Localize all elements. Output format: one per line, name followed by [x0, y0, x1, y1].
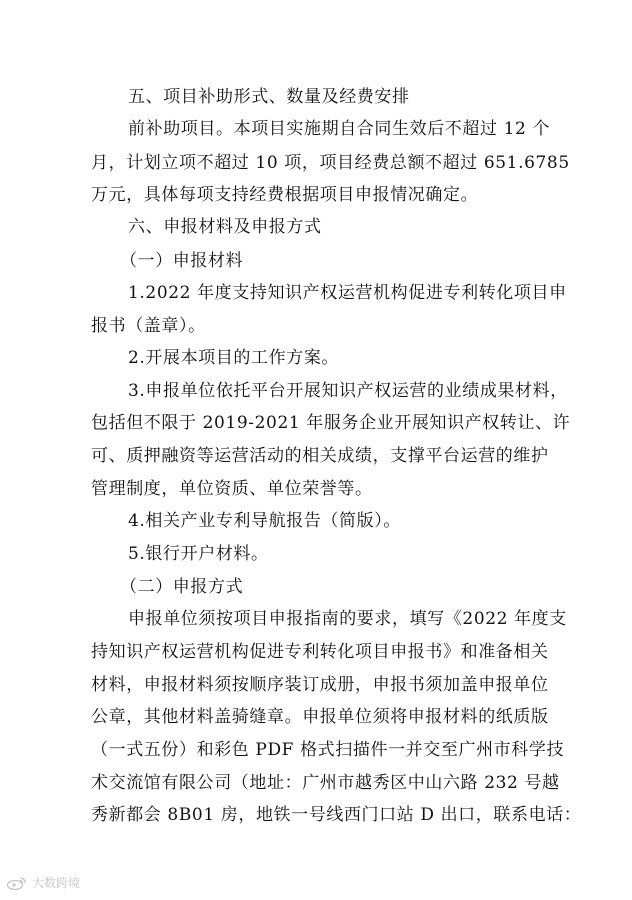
paragraph-line: 月，计划立项不超过 10 项，项目经费总额不超过 651.6785 — [91, 153, 570, 173]
section-heading-6: 六、申报材料及申报方式 — [128, 217, 322, 237]
paragraph-line: （一式五份）和彩色 PDF 格式扫描件一并交至广州市科学技 — [91, 740, 565, 760]
paragraph-line: 持知识产权运营机构促进专利转化项目申报书》和准备相关 — [91, 642, 549, 662]
list-item-1-continued: 报书（盖章）。 — [91, 316, 206, 336]
paragraph-line: 材料，申报材料须按顺序装订成册，申报书须加盖申报单位 — [91, 675, 549, 695]
paragraph-line: 公章，其他材料盖骑缝章。申报单位须将申报材料的纸质版 — [91, 707, 549, 727]
paragraph-line: 申报单位须按项目申报指南的要求，填写《2022 年度支 — [128, 609, 567, 629]
list-item-3-continued: 可、质押融资等运营活动的相关成绩，支撑平台运营的维护 — [91, 446, 549, 466]
subsection-heading-method: （二）申报方式 — [120, 577, 244, 597]
list-item-1: 1.2022 年度支持知识产权运营机构促进专利转化项目申 — [128, 283, 567, 303]
list-item-3: 3.申报单位依托平台开展知识产权运营的业绩成果材料， — [128, 381, 568, 401]
subsection-heading-materials: （一）申报材料 — [120, 251, 244, 271]
paragraph-line: 术交流馆有限公司（地址：广州市越秀区中山六路 232 号越 — [91, 773, 560, 793]
list-item-3-continued: 管理制度，单位资质、单位荣誉等。 — [91, 479, 373, 499]
paragraph-line: 前补助项目。本项目实施期自合同生效后不超过 12 个 — [128, 119, 551, 139]
list-item-4: 4.相关产业专利导航报告（简版）。 — [128, 511, 401, 531]
list-item-5: 5.银行开户材料。 — [128, 544, 269, 564]
paragraph-line: 秀新都会 8B01 房，地铁一号线西门口站 D 出口，联系电话： — [91, 805, 582, 825]
watermark-text: 大数跨境 — [32, 876, 81, 890]
list-item-2: 2.开展本项目的工作方案。 — [128, 348, 340, 368]
section-heading-5: 五、项目补助形式、数量及经费安排 — [128, 87, 410, 107]
watermark — [6, 874, 80, 891]
weibo-logo-icon — [6, 876, 28, 890]
paragraph-line: 万元，具体每项支持经费根据项目申报情况确定。 — [91, 185, 479, 205]
list-item-3-continued: 包括但不限于 2019-2021 年服务企业开展知识产权转让、许 — [91, 413, 571, 433]
